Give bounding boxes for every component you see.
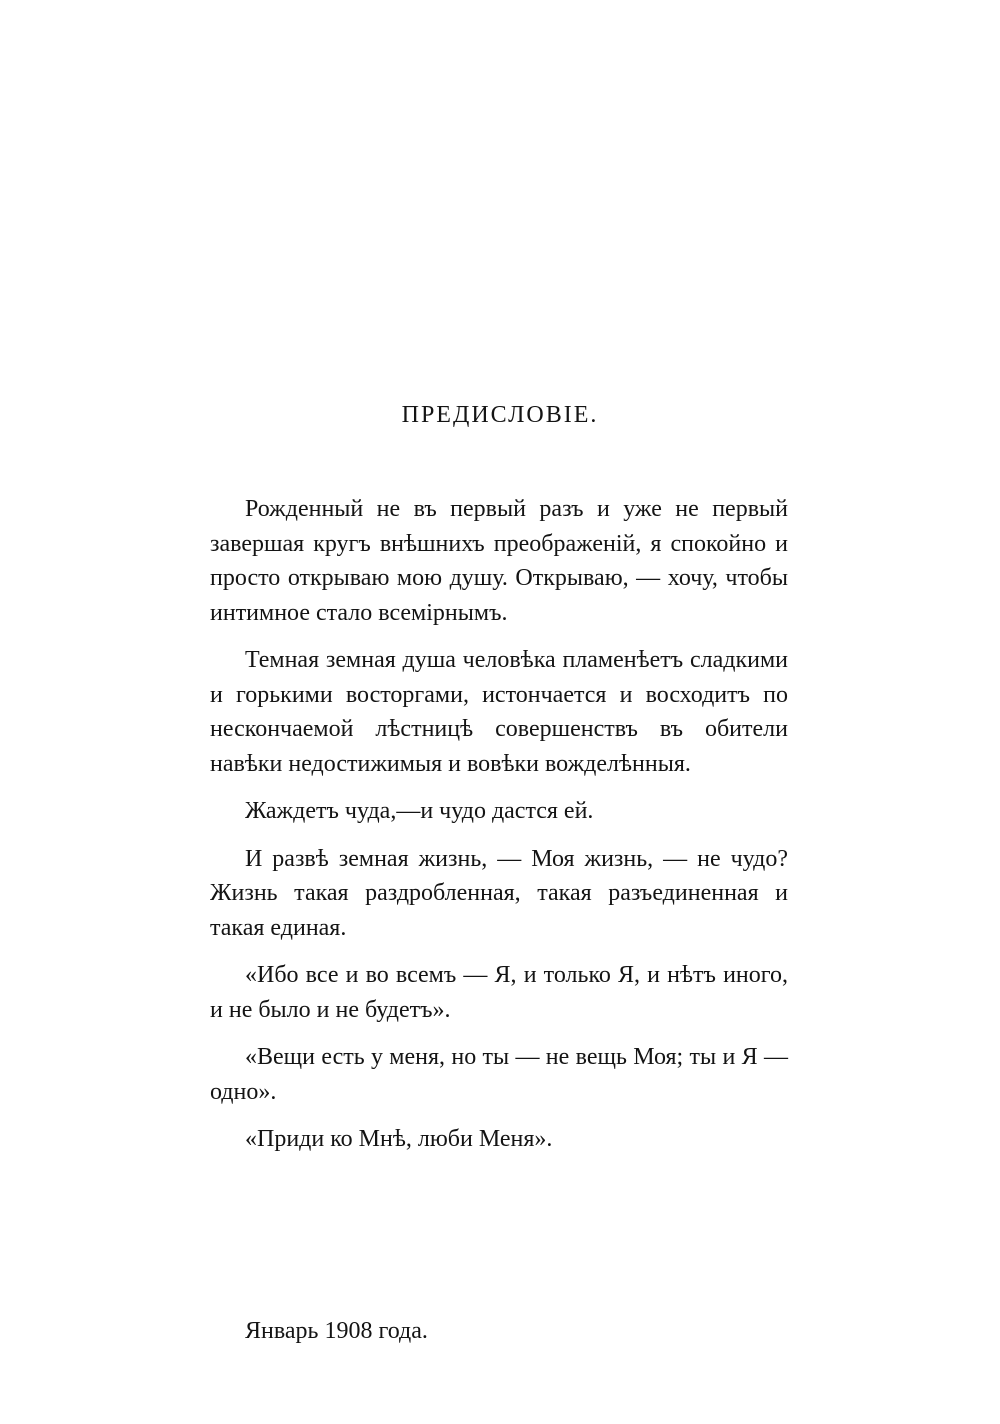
paragraph-2: Темная земная душа человѣка пламенѣетъ сладкими и горькими восторгами, истончается и восходитъ по нескончаемой лѣстницѣ совершенствъ въ обители навѣки недостижимыя и вовѣки вожделѣнныя.: [210, 647, 788, 777]
paragraph-7: «Приди ко Мнѣ, люби Меня».: [245, 1126, 553, 1152]
paragraph-1: Рожденный не въ первый разъ и уже не первый завершая кругъ внѣшнихъ преображенiй, я спокойно и просто открываю мою душу. Открываю, — хочу, чтобы интимное стало всемiрнымъ.: [210, 496, 788, 626]
paragraph-4: И развѣ земная жизнь, — Моя жизнь, — не чудо? Жизнь такая раздробленная, такая разъединенная и такая единая.: [210, 845, 788, 941]
paragraph-6: «Вещи есть у меня, но ты — не вещь Моя; ты и Я — одно».: [210, 1044, 788, 1105]
paragraph-3: Жаждетъ чуда,—и чудо дастся ей.: [245, 798, 594, 824]
date-line: Январь 1908 года.: [245, 1318, 428, 1344]
page-title: ПРЕДИСЛОВIЕ.: [401, 402, 599, 428]
paragraph-5: «Ибо все и во всемъ — Я, и только Я, и нѣтъ иного, и не было и не будетъ».: [210, 962, 788, 1023]
preface-body: [210, 492, 788, 1170]
